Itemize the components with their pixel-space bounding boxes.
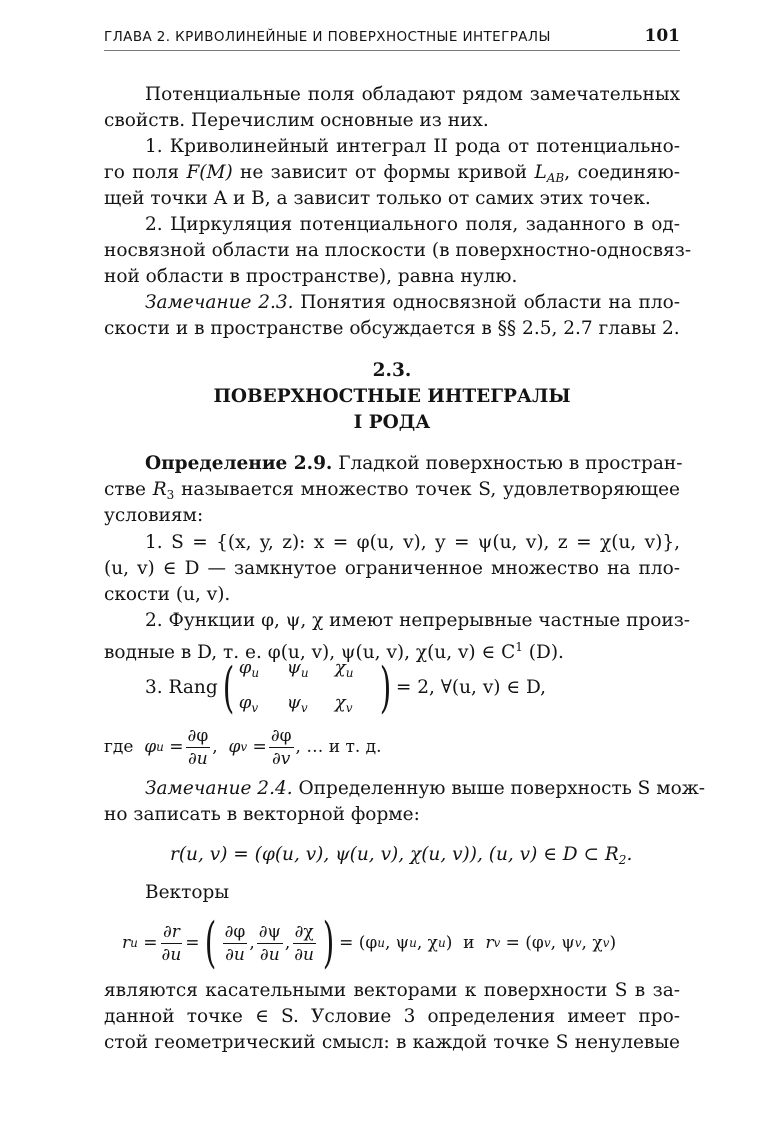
fraction: $\frac{\partial\varphi}{\partial u}$ [224, 921, 246, 965]
text-line: Замечание 2.4. Определенную выше поверхность S мож- [145, 778, 706, 799]
running-header [104, 26, 680, 51]
text-line: 2. Циркуляция потенциального поля, заданного в од- [145, 214, 680, 235]
text-line: щей точки A и B, а зависит только от самих этих точек. [104, 188, 651, 209]
section-number: 2.3. [372, 360, 412, 381]
section-title-line: ПОВЕРХНОСТНЫЕ ИНТЕГРАЛЫ [213, 386, 571, 407]
text-line: 1. Криволинейный интеграл II рода от потенциально- [145, 136, 680, 157]
text-line: свойств. Перечислим основные из них. [104, 110, 489, 131]
text-line: скости (u, v). [104, 584, 231, 605]
rank-condition [145, 656, 546, 719]
page-number: 101 [644, 26, 680, 46]
fraction: $\frac{\partial r}{\partial u}$ [161, 921, 182, 965]
text-line: но записать в векторной форме: [104, 804, 420, 825]
running-title: ГЛАВА 2. КРИВОЛИНЕЙНЫЕ И ПОВЕРХНОСТНЫЕ ИНТЕГРАЛЫ [104, 29, 551, 45]
text-line: Потенциальные поля обладают рядом замечательных [145, 84, 680, 105]
text-line: Определение 2.9. Гладкой поверхностью в простран- [145, 453, 683, 474]
vector-formula: r(u, v) = (φ(u, v), ψ(u, v), χ(u, v)), (u, v) ∈ D ⊂ $R_2$. [170, 844, 633, 867]
fraction: $\frac{\partial\varphi}{\partial u}$ [187, 725, 209, 769]
tangent-vector-formula: r u = $\frac{\partial r}{\partial u}$ = ( $\frac{\partial\varphi}{\partial u}$ , $\frac{\partial\psi}{\partial u}$ , $\frac{\partial\chi}{\partial u}$ ) = (φ u , ψ u , χ u ) и r v = (φ v , ψ v , χ v ) [122, 911, 617, 974]
text-line: ной области в пространстве), равна нулю. [104, 266, 518, 287]
right-paren: ) [322, 911, 335, 974]
fraction: $\frac{\partial\chi}{\partial u}$ [294, 921, 314, 965]
remark-label: Замечание 2.3. [145, 292, 294, 313]
rank-prefix: 3. Rang [145, 677, 218, 698]
remark-label: Замечание 2.4. [145, 778, 293, 799]
fraction: $\frac{\partial\varphi}{\partial v}$ [270, 725, 292, 769]
text-line: скости и в пространстве обсуждается в §§ 2.5, 2.7 главы 2. [104, 318, 680, 339]
rank-suffix: = 2, ∀(u, v) ∈ D, [395, 677, 546, 698]
text-line: водные в D, т. е. φ(u, v), ψ(u, v), χ(u, v) ∈ $C^1$ (D). [104, 640, 564, 663]
section-title-line: I РОДА [353, 412, 431, 433]
text-line: данной точке ∈ S. Условие 3 определения имеет про- [104, 1006, 680, 1027]
right-paren: ) [379, 656, 392, 719]
text-line: стве $R_3$ называется множество точек S, удовлетворяющее [104, 479, 680, 502]
text-line: Замечание 2.3. Понятия односвязной области на пло- [145, 292, 680, 313]
text-line: являются касательными векторами к поверхности S в за- [104, 980, 680, 1001]
text-line: стой геометрический смысл: в каждой точке S ненулевые [104, 1032, 680, 1053]
text-line: (u, v) ∈ D — замкнутое ограниченное множество на пло- [104, 558, 680, 579]
text-line: го поля F(M) не зависит от формы кривой $L_{AB}$, соединяю- [104, 162, 681, 185]
jacobian-matrix: $\varphi_u$ $\psi_u$ $\chi_u$ $\varphi_v$ $\psi_v$ $\chi_v$ [238, 657, 354, 715]
left-paren: ( [222, 656, 235, 719]
partial-notation: где φ u = $\frac{\partial\varphi}{\partial u}$ , φ v = $\frac{\partial\varphi}{\partial v}$ , … и т. д. [104, 725, 382, 769]
text-line: 1. S = {(x, y, z): x = φ(u, v), y = ψ(u, v), z = χ(u, v)}, [145, 532, 680, 553]
fraction: $\frac{\partial\psi}{\partial u}$ [258, 921, 281, 965]
text-line: 2. Функции φ, ψ, χ имеют непрерывные частные произ- [145, 610, 691, 631]
text-line: условиям: [104, 505, 204, 526]
text-line: Векторы [145, 882, 230, 903]
left-paren: ( [204, 911, 216, 974]
text-line: носвязной области на плоскости (в поверхностно-односвяз- [104, 240, 692, 261]
definition-label: Определение 2.9. [145, 453, 333, 474]
